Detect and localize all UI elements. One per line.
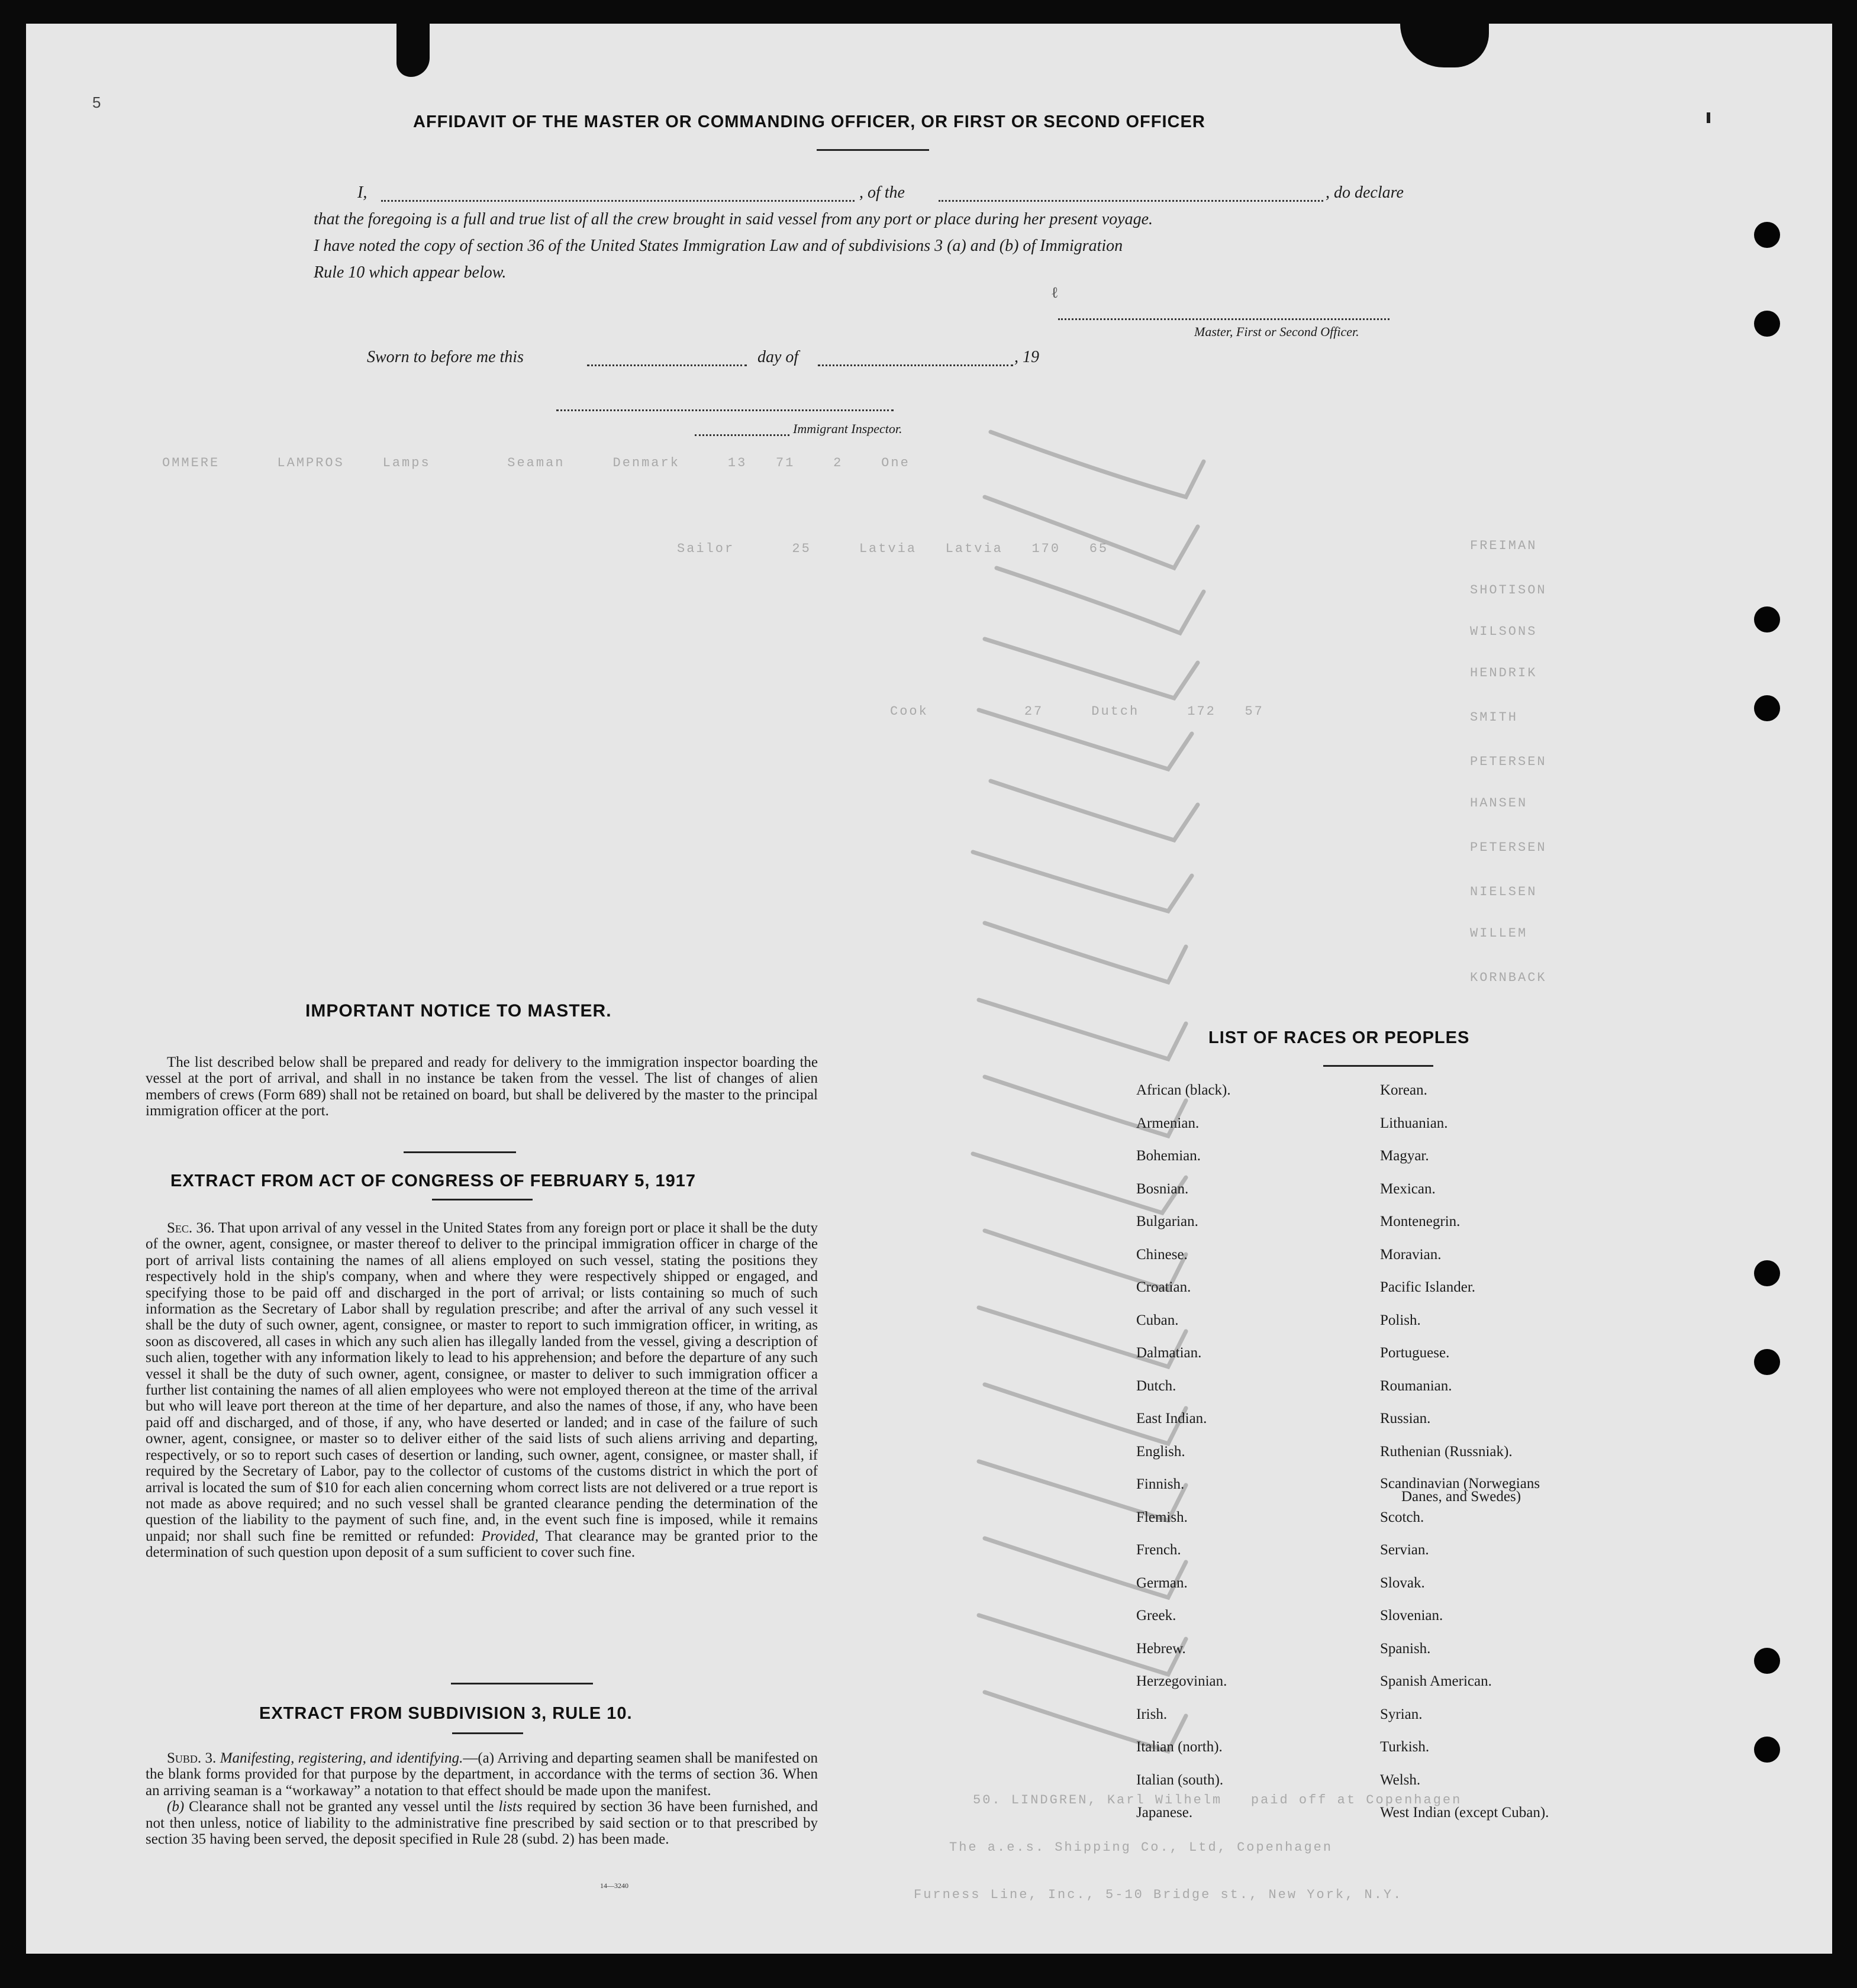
affidavit-title: AFFIDAVIT OF THE MASTER OR COMMANDING OFFICER, OR FIRST OR SECOND OFFICER — [413, 112, 1205, 131]
race-item: Russian. — [1380, 1411, 1431, 1427]
inspector-caption-leader — [695, 434, 789, 436]
race-item: Greek. — [1136, 1608, 1176, 1624]
races-right-column — [1380, 1082, 1549, 1837]
affidavit-name-field[interactable] — [381, 200, 855, 202]
race-item: Bosnian. — [1136, 1180, 1189, 1197]
page-mark: 5 — [92, 93, 101, 111]
master-signature-caption: Master, First or Second Officer. — [1194, 324, 1359, 339]
race-item: Magyar. — [1380, 1148, 1429, 1164]
race-item: Lithuanian. — [1380, 1115, 1448, 1131]
race-item: Armenian. — [1136, 1115, 1200, 1131]
race-item: Servian. — [1380, 1542, 1429, 1558]
signature-mark: ℓ — [1051, 284, 1059, 301]
notice-text — [146, 1054, 818, 1119]
inspector-signature-field[interactable] — [556, 409, 894, 411]
binder-hole — [1754, 311, 1780, 337]
race-item: Korean. — [1380, 1082, 1427, 1098]
sec-36-label: Sec. 36. — [167, 1220, 215, 1236]
act-extract-title: EXTRACT FROM ACT OF CONGRESS OF FEBRUARY 5, 1917 — [170, 1172, 697, 1190]
race-item: English. — [1136, 1443, 1185, 1460]
binder-hole — [1754, 1737, 1780, 1763]
notice-divider — [404, 1151, 516, 1153]
races-title-rule — [1323, 1065, 1433, 1067]
torn-edge-right — [1400, 24, 1489, 67]
binder-hole — [1754, 606, 1780, 632]
race-item: Bulgarian. — [1136, 1214, 1198, 1229]
day-of-label: day of — [757, 348, 799, 366]
sworn-before-label: Sworn to before me this — [367, 348, 524, 366]
race-item: West Indian (except Cuban). — [1380, 1805, 1549, 1821]
inspector-caption: Immigrant Inspector. — [793, 421, 902, 436]
act-extract-title-rule — [432, 1199, 533, 1200]
race-item: Flemish. — [1136, 1509, 1188, 1525]
subd-3-label: Subd. 3. — [167, 1750, 217, 1766]
race-item: Scotch. — [1380, 1509, 1424, 1525]
notice-title: IMPORTANT NOTICE TO MASTER. — [305, 1001, 612, 1021]
race-item: Italian (north). — [1136, 1739, 1223, 1755]
act-extract-text — [146, 1220, 818, 1561]
race-item: Moravian. — [1380, 1246, 1442, 1263]
provided-text: That clearance may be granted prior to the determination of such question upon deposit of a sum sufficient to cover such fine. — [146, 1528, 818, 1561]
race-item: Portuguese. — [1380, 1345, 1450, 1361]
race-item: Dutch. — [1136, 1377, 1176, 1394]
races-title: LIST OF RACES OR PEOPLES — [1208, 1028, 1470, 1047]
subd-3-heading: Manifesting, registering, and identifying. — [220, 1750, 463, 1766]
rule-extract-title: EXTRACT FROM SUBDIVISION 3, RULE 10. — [259, 1704, 633, 1723]
affidavit-title-rule — [817, 149, 929, 151]
binder-hole — [1754, 222, 1780, 248]
race-item: Ruthenian (Russniak). — [1380, 1443, 1513, 1460]
affidavit-of-the: , of the — [859, 183, 905, 202]
binder-hole — [1754, 1648, 1780, 1674]
race-item: Spanish American. — [1380, 1673, 1492, 1689]
race-item: French. — [1136, 1542, 1181, 1558]
affidavit-do-declare: , do declare — [1326, 183, 1404, 202]
act-divider — [451, 1683, 593, 1684]
race-item: Bohemian. — [1136, 1148, 1201, 1164]
race-item: African (black). — [1136, 1082, 1231, 1098]
race-item-continuation: Danes, and Swedes) — [1401, 1489, 1521, 1505]
race-item: Slovenian. — [1380, 1608, 1443, 1624]
year-prefix: , 19 — [1014, 348, 1039, 366]
race-item: Dalmatian. — [1136, 1345, 1202, 1361]
stray-mark — [1707, 112, 1710, 123]
race-item: East Indian. — [1136, 1411, 1207, 1427]
race-item: Welsh. — [1380, 1771, 1421, 1788]
race-item: Chinese. — [1136, 1246, 1188, 1263]
race-item: Mexican. — [1380, 1180, 1436, 1197]
affidavit-vessel-field[interactable] — [939, 200, 1323, 202]
race-item: Japanese. — [1136, 1805, 1193, 1821]
affidavit-line-2: that the foregoing is a full and true list of all the crew brought in said vessel from any port or place during her present voyage. — [314, 210, 1153, 228]
races-left-column — [1136, 1082, 1231, 1837]
print-code: 14—3240 — [600, 1882, 628, 1890]
race-item: Croatian. — [1136, 1279, 1191, 1295]
subd-3-b-text-1: Clearance shall not be granted any vessel until the — [189, 1799, 494, 1815]
subd-3-b-lists: lists — [498, 1799, 523, 1815]
torn-edge-left — [396, 24, 430, 77]
affidavit-line-4: Rule 10 which appear below. — [314, 263, 507, 282]
rule-extract-title-rule — [452, 1732, 523, 1734]
rule-extract-text — [146, 1750, 818, 1847]
subd-3-b-label: (b) — [167, 1799, 185, 1815]
race-item: Roumanian. — [1380, 1377, 1452, 1394]
master-signature-field[interactable] — [1058, 318, 1389, 320]
sworn-day-field[interactable] — [587, 364, 747, 366]
race-item: Herzegovinian. — [1136, 1673, 1227, 1689]
race-item: Pacific Islander. — [1380, 1279, 1476, 1295]
affidavit-line-3: I have noted the copy of section 36 of the United States Immigration Law and of subdivisions 3 (a) and (b) of Immigration — [314, 237, 1123, 255]
binder-hole — [1754, 1260, 1780, 1286]
race-item: Irish. — [1136, 1706, 1168, 1722]
sworn-month-field[interactable] — [818, 364, 1013, 366]
race-item: Italian (south). — [1136, 1771, 1224, 1788]
binder-hole — [1754, 695, 1780, 721]
subd-3-para-a: —(a) Arriving and departing seamen shall be manifested on the blank forms provided for that purpose by the department, in accordance with the terms of section 36. When an arriving seaman is a “workaway” a notation to that effect should be made upon the manifest. — [146, 1750, 818, 1799]
race-item: Montenegrin. — [1380, 1214, 1461, 1229]
race-item: Spanish. — [1380, 1640, 1431, 1657]
race-item: Finnish. — [1136, 1476, 1185, 1492]
race-item: Cuban. — [1136, 1312, 1179, 1328]
subd-3-b-text-2: required by section 36 have been furnished, and not then unless, notice of liability to the administrative fine prescribed by said section or to that prescribed by section 35 having been served, the deposit specified in Rule 28 (subd. 2) has been made. — [146, 1799, 818, 1848]
sec-36-text: That upon arrival of any vessel in the United States from any foreign port or place it shall be the duty of the owner, agent, consignee, or master thereof to deliver to the principal immigration officer in charge of the port of arrival lists containing the names of all aliens employed on such vessel, stating the positions they respectively hold in the ship's company, when and where they were respectively shipped or engaged, and specifying those to be paid off and discharged in the port of arrival; or lists containing so much of such information as the Secretary of Labor shall by regulation prescribe; and after the arrival of any such vessel it shall be the duty of such owner, agent, consignee, or master to report to such immigration officer, in writing, as soon as discovered, all cases in which any such alien has illegally landed from the vessel, giving a description of such alien, together with any information likely to lead to his apprehension; and before the departure of any such vessel it shall be the duty of such owner, agent, consignee, or master to deliver to such immigration officer a further list containing the names of all alien employees who were not employed thereon at the time of the arrival but who will leave port thereon at the time of her departure, and also the names of those, if any, who have been paid off and discharged, and of those, if any, who have deserted or landed; and in case of the failure of such owner, agent, consignee, or master so to deliver either of the said lists of such aliens arriving and departing, respectively, or so to report such cases of desertion or landing, such owner, agent, consignee, or master shall, if required by the Secretary of Labor, pay to the collector of customs of the customs district in which the port of arrival is located the sum of $10 for each alien concerning whom correct lists are not delivered or a true report is not made as above required; and no such vessel shall be granted clearance pending the determination of the question of the liability to the payment of such fine, and, in the event such fine is imposed, while it remains unpaid; nor shall such fine be remitted or refunded: — [146, 1220, 818, 1544]
race-item: German. — [1136, 1574, 1188, 1591]
race-item: Scandinavian (Norwegians Danes, and Swedes) — [1380, 1476, 1549, 1509]
provided-label: Provided, — [481, 1528, 539, 1544]
race-item: Polish. — [1380, 1312, 1421, 1328]
document-sheet: OMMERE LAMPROS Lamps Seaman Denmark 13 71 2 One FREIMAN SHOTISON WILSONS HENDRIK SMITH PETERSEN HANSEN PETERSEN NIELSEN WILLEM KORNBACK Sailor 25 Latvia Latvia 170 65 Cook 27 Dutch 172 57 50. LINDGREN, Karl Wilhelm paid off at Copenhagen The a.e.s. Shipping Co., Ltd, Copenhagen Furness Line, Inc., 5-10 Bridge st., New York, N.Y. 5 AFFIDAVIT OF THE MASTER OR COMMANDING OFFICER, OR FIRST OR SECOND OFFICER I, , of the , do declare that the foregoing is a full and true list of all the crew brought in said vessel from any port or place during her present voyage. I have noted the copy of section 36 of the United States Immigration Law and of subdivisions 3 (a) and (b) of Immigration Rule 10 which appear below. ℓ Master, First or Second Officer. Sworn to before me this day of , 19 Immigrant Inspector. IMPORTANT NOTICE TO MASTER. The list described below shall be prepared and ready for delivery to the immigration inspector boarding the vessel at the port of arrival, and shall in no instance be taken from the vessel. The list of changes of alien members of crews (Form 689) shall not be retained on board, but shall be delivered by the master to the principal immigration officer at the port. EXTRACT FROM ACT OF CONGRESS OF FEBRUARY 5, 1917 Sec. 36. That upon arrival of any vessel in the United States from any foreign port or place it shall be the duty of the owner, agent, consignee, or master thereof to deliver to the principal immigration officer in charge of the port of arrival lists containing the names of all aliens employed on such vessel, stating the positions they respectively hold in the ship's company, when and where they were respectively shipped or engaged, and specifying those to be paid off and discharged in the port of arrival; or lists containing so much of such information as the Secretary of Labor shall by regulation prescribe; and after the arrival of any such vessel it shall be the duty of such owner, agent, consignee, or master to report to such immigration officer, in writing, as soon as discovered, all cases in which any such alien has illegally landed from the vessel, giving a description of such alien, together with any information likely to lead to his apprehension; and before the departure of any such vessel it shall be the duty of such owner, agent, consignee, or master to deliver to such immigration officer a further list containing the names of all alien employees who were not employed thereon at the time of the arrival but who will leave port thereon at the time of her departure, and also the names of those, if any, who have been paid off and discharged, and of those, if any, who have deserted or landed; and in case of the failure of such owner, agent, consignee, or master so to deliver either of the said lists of such aliens arriving and departing, respectively, or so to report such cases of desertion or landing, such owner, agent, consignee, or master shall, if required by the Secretary of Labor, pay to the collector of customs of the customs district in which the port of arrival is located the sum of $10 for each alien concerning whom correct lists are not delivered or a true report is not made as above required; and no such vessel shall be granted clearance pending the determination of the question of the liability to the payment of such fine, and, in the event such fine is imposed, while it remains unpaid; nor shall such fine be remitted or refunded: Provided, That clearance may be granted prior to the determination of such question upon deposit of a sum sufficient to cover such fine. EXTRACT FROM SUBDIVISION 3, RULE 10. Subd. 3. Manifesting, registering, and identifying.—(a) Arriving and departing seamen shall be manifested on the blank forms provided for that purpose by the department, in accordance with the terms of section 36. When an arriving seaman is a “workaway” a notation to that effect should be made upon the manifest. (b) Clearance shall not be granted any vessel until the lists required by section 36 have been furnished, and not then unless, notice of liability to the administrative fine prescribed by said section or to that prescribed by section 35 having been served, the deposit specified in Rule 28 (subd. 2) has been made. 14—3240 LIST OF RACES OR PEOPLES African (black). Armenian. Bohemian. Bosnian. Bulgarian. Chinese. Croatian. Cuban. Dalmatian. Dutch. East Indian. English. Finnish. Flemish. French. German. Greek. Hebrew. Herzegovinian. Irish. Italian (north). Italian (south). Japanese. Korean. Lithuanian. Magyar. Mexican. Montenegrin. Moravian. Pacific Islander. Polish. Portuguese. Roumanian. Russian. Ruthenian (Russniak). Scandinavian (Norwegians Danes, and Swedes) Scotch. Servian. Slovak. Slovenian. Spanish. Spanish American. Syrian. Turkish. Welsh. West Indian (except Cuban). — [26, 24, 1832, 1954]
race-item: Turkish. — [1380, 1739, 1430, 1755]
race-item: Slovak. — [1380, 1574, 1425, 1591]
race-item: Syrian. — [1380, 1706, 1423, 1722]
race-item: Hebrew. — [1136, 1640, 1186, 1657]
binder-hole — [1754, 1349, 1780, 1375]
affidavit-i: I, — [357, 183, 367, 202]
notice-paragraph: The list described below shall be prepared and ready for delivery to the immigration inspector boarding the vessel at the port of arrival, and shall in no instance be taken from the vessel. The list of changes of alien members of crews (Form 689) shall not be retained on board, but shall be delivered by the master to the principal immigration officer at the port. — [146, 1054, 818, 1119]
